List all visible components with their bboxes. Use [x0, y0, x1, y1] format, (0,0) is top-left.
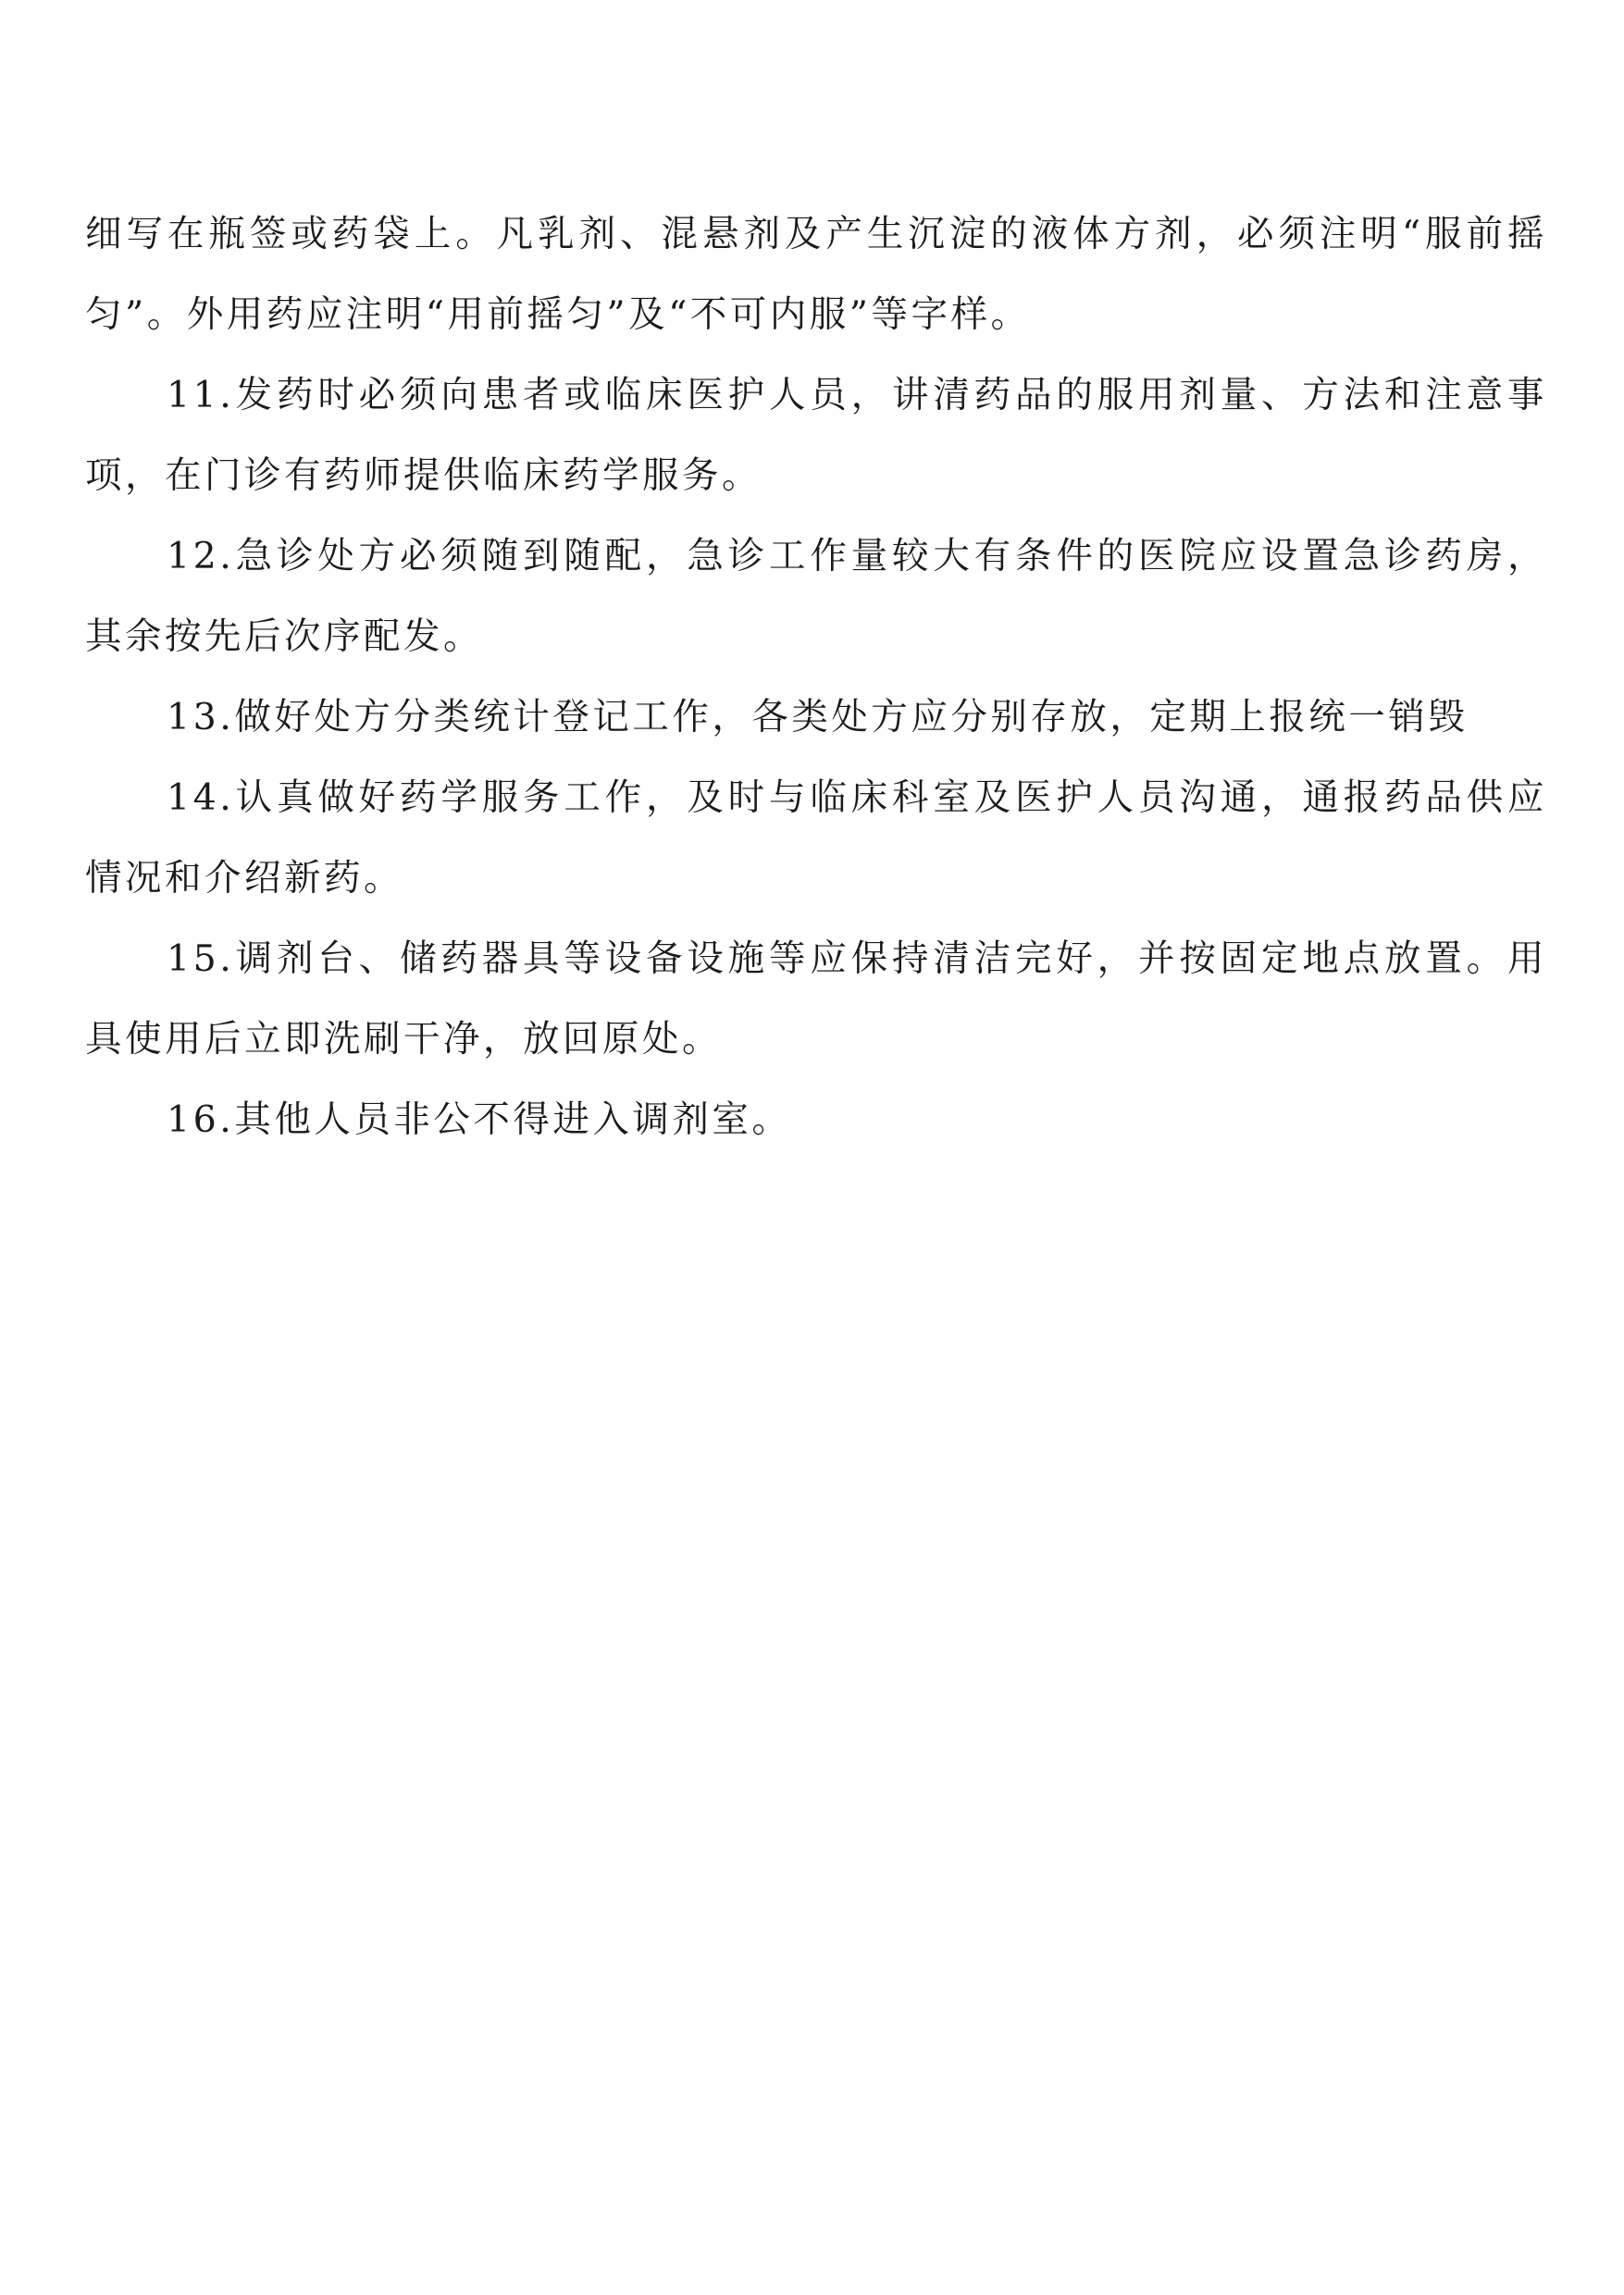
- paragraph-item-13: 13.做好处方分类统计登记工作，各类处方应分别存放，定期上报统一销毁: [167, 696, 1469, 738]
- paragraph-item-11: 11.发药时必须向患者或临床医护人员，讲清药品的服用剂量、方法和注意事项，在门诊有药师提供临床药学服务。: [85, 374, 1547, 497]
- paragraph-item-12: 12.急诊处方必须随到随配，急诊工作量较大有条件的医院应设置急诊药房，其余按先后次序配发。: [85, 535, 1547, 658]
- paragraph-item-14: 14.认真做好药学服务工作，及时与临床科室及医护人员沟通，通报药品供应情况和介绍新药。: [85, 776, 1547, 899]
- document-body: [85, 194, 1547, 1160]
- paragraph-item-16: 16.其他人员非公不得进入调剂室。: [167, 1098, 792, 1141]
- paragraph-item-15: 15.调剂台、储药器具等设备设施等应保持清洁完好，并按固定地点放置。用具使用后立即洗刷干净，放回原处。: [85, 937, 1547, 1061]
- paragraph-continuation: 细写在瓶签或药袋上。凡乳剂、混悬剂及产生沉淀的液体方剂，必须注明“服前摇匀”。外用药应注明“用前摇匀”及“不可内服”等字样。: [85, 213, 1547, 336]
